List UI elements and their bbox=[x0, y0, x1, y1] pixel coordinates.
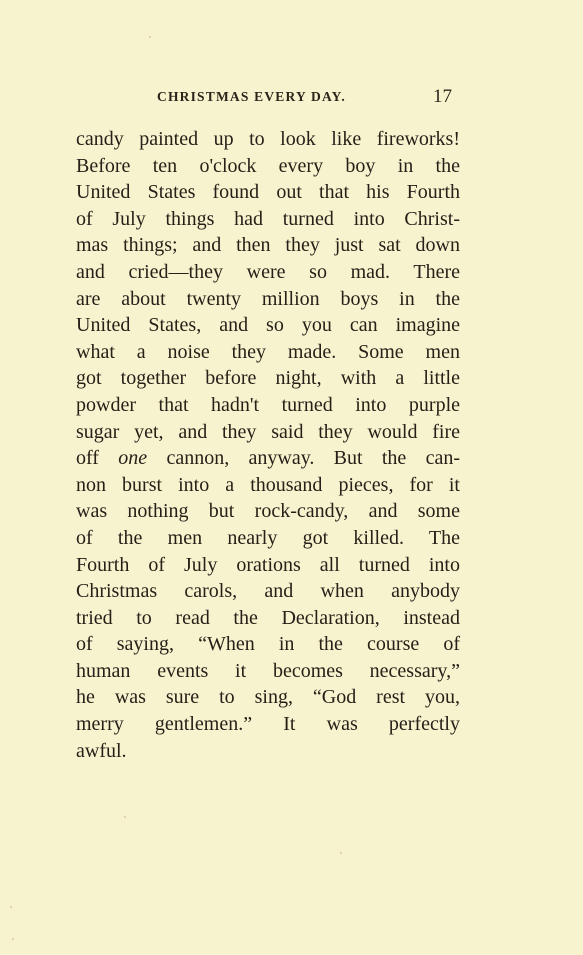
text-line: what a noise they made. Some men bbox=[76, 340, 460, 363]
body-text bbox=[76, 126, 460, 764]
text-line: sugar yet, and they said they would fire bbox=[76, 420, 460, 443]
paper-speck bbox=[149, 36, 151, 38]
text-fragment: cannon, anyway. But the can- bbox=[166, 447, 461, 470]
paper-speck bbox=[12, 938, 14, 940]
text-fragment: off bbox=[76, 447, 99, 470]
text-line: are about twenty million boys in the bbox=[76, 287, 460, 310]
page-number: 17 bbox=[433, 86, 452, 107]
text-line: Fourth of July orations all turned into bbox=[76, 553, 460, 576]
text-line: mas things; and then they just sat down bbox=[76, 234, 460, 257]
text-line: and cried—they were so mad. There bbox=[76, 260, 460, 283]
text-line: of the men nearly got killed. The bbox=[76, 526, 460, 549]
text-line: got together before night, with a little bbox=[76, 367, 460, 390]
text-line: merry gentlemen.” It was perfectly bbox=[76, 713, 460, 736]
paper-speck bbox=[124, 816, 126, 818]
paper-speck bbox=[10, 906, 12, 908]
text-line: was nothing but rock-candy, and some bbox=[76, 500, 460, 523]
text-line: United States found out that his Fourth bbox=[76, 181, 460, 204]
paper-speck bbox=[340, 852, 342, 854]
text-line: he was sure to sing, “God rest you, bbox=[76, 686, 460, 709]
emphasized-word: one bbox=[118, 447, 148, 470]
text-line-with-emphasis bbox=[76, 445, 460, 472]
text-line: Christmas carols, and when anybody bbox=[76, 580, 460, 603]
text-line: candy painted up to look like fireworks! bbox=[76, 128, 460, 150]
text-line: Before ten o'clock every boy in the bbox=[76, 154, 460, 177]
text-line: powder that hadn't turned into purple bbox=[76, 393, 460, 416]
text-line: tried to read the Declaration, instead bbox=[76, 606, 460, 629]
text-line: awful. bbox=[76, 739, 127, 762]
running-title: CHRISTMAS EVERY DAY. bbox=[157, 89, 346, 104]
text-line: non burst into a thousand pieces, for it bbox=[76, 473, 460, 496]
text-line: of saying, “When in the course of bbox=[76, 633, 460, 656]
text-line: United States, and so you can imagine bbox=[76, 314, 460, 337]
text-line: of July things had turned into Christ- bbox=[76, 207, 460, 230]
text-line: human events it becomes necessary,” bbox=[76, 659, 460, 682]
